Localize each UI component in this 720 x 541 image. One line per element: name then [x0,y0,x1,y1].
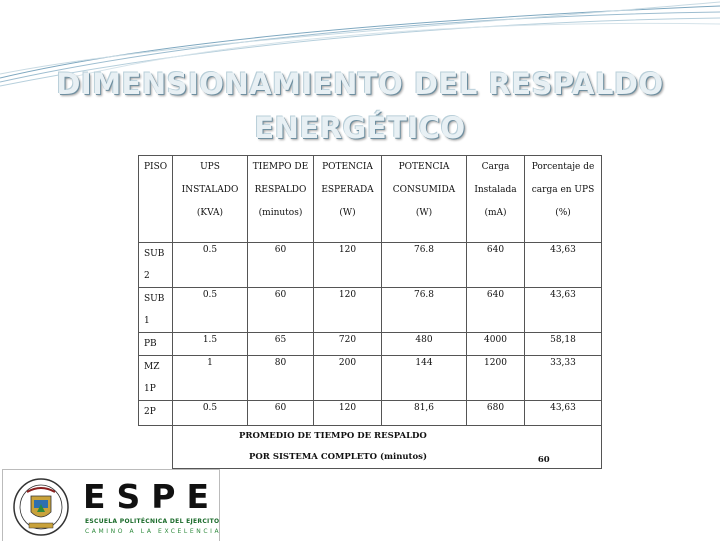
title-line-2: ENERGÉTICO [254,111,466,145]
header-carga: Carga Instalada (mA) [467,156,525,243]
cell-potencia-esperada: 120 [314,243,382,288]
espe-motto: CAMINO A LA EXCELENCIA [85,528,222,535]
espe-logo [2,469,220,541]
cell-carga: 1200 [467,356,525,401]
espe-subtitle: ESCUELA POLITÉCNICA DEL EJERCITO [85,518,220,525]
summary-value: 60 [467,426,602,469]
header-potencia-esperada: POTENCIA ESPERADA (W) [314,156,382,243]
cell-carga: 640 [467,243,525,288]
row-piso: SUB 1 [139,288,173,333]
cell-potencia-consumida: 81,6 [382,401,467,426]
cell-ups: 0.5 [173,401,248,426]
cell-carga: 4000 [467,333,525,356]
page-title [0,62,720,150]
backup-sizing-table [138,155,602,469]
cell-ups: 1 [173,356,248,401]
summary-spacer [139,426,173,469]
cell-carga: 640 [467,288,525,333]
header-ups: UPS INSTALADO (KVA) [173,156,248,243]
cell-carga: 680 [467,401,525,426]
cell-potencia-esperada: 200 [314,356,382,401]
table-row [139,288,602,333]
cell-porcentaje: 43,63 [525,401,602,426]
cell-potencia-consumida: 76.8 [382,243,467,288]
cell-tiempo: 80 [248,356,314,401]
shield-icon [13,478,69,536]
cell-potencia-esperada: 120 [314,401,382,426]
row-piso: PB [139,333,173,356]
header-tiempo: TIEMPO DE RESPALDO (minutos) [248,156,314,243]
row-piso: MZ 1P [139,356,173,401]
cell-porcentaje: 43,63 [525,243,602,288]
table-row [139,401,602,426]
cell-tiempo: 60 [248,243,314,288]
row-piso: SUB 2 [139,243,173,288]
cell-potencia-consumida: 76.8 [382,288,467,333]
table-row [139,243,602,288]
header-porcentaje: Porcentaje de carga en UPS (%) [525,156,602,243]
cell-ups: 0.5 [173,288,248,333]
cell-ups: 0.5 [173,243,248,288]
cell-potencia-consumida: 480 [382,333,467,356]
cell-potencia-esperada: 120 [314,288,382,333]
header-piso: PISO [139,156,173,243]
summary-label: PROMEDIO DE TIEMPO DE RESPALDO POR SISTEMA COMPLETO (minutos) [173,426,467,469]
cell-tiempo: 60 [248,401,314,426]
cell-ups: 1.5 [173,333,248,356]
cell-porcentaje: 33,33 [525,356,602,401]
header-potencia-consumida: POTENCIA CONSUMIDA (W) [382,156,467,243]
table-row [139,356,602,401]
espe-wordmark: ESPE [83,477,221,516]
header-row [139,156,602,243]
cell-porcentaje: 43,63 [525,288,602,333]
row-piso: 2P [139,401,173,426]
title-line-1: DIMENSIONAMIENTO DEL RESPALDO [56,67,664,101]
cell-tiempo: 65 [248,333,314,356]
cell-potencia-consumida: 144 [382,356,467,401]
cell-potencia-esperada: 720 [314,333,382,356]
summary-row [139,426,602,469]
cell-porcentaje: 58,18 [525,333,602,356]
table-row [139,333,602,356]
cell-tiempo: 60 [248,288,314,333]
